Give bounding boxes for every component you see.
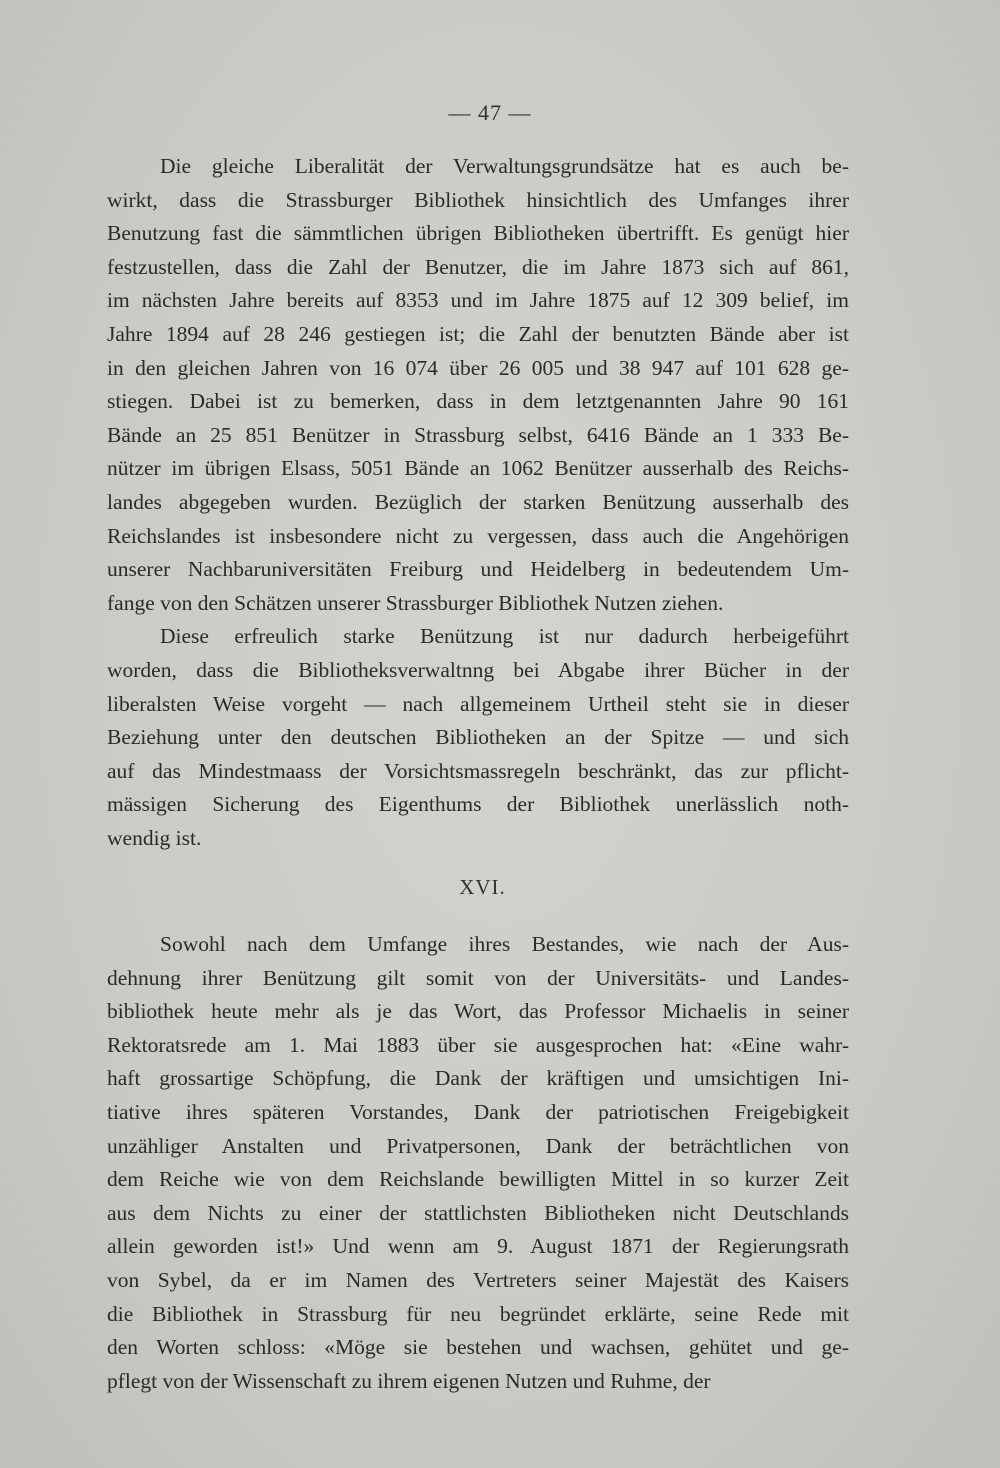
text-line: pflegt von der Wissenschaft zu ihrem eigenen Nutzen und Ruhme, der xyxy=(107,1368,711,1393)
text-line: allein geworden ist!» Und wenn am 9. August 1871 der Regierungsrath xyxy=(107,1234,849,1259)
text-line: festzustellen, dass die Zahl der Benutzer, die im Jahre 1873 sich auf 861, xyxy=(107,254,849,279)
text-line: stiegen. Dabei ist zu bemerken, dass in dem letztgenannten Jahre 90 161 xyxy=(107,389,849,414)
text-line: im nächsten Jahre bereits auf 8353 und im Jahre 1875 auf 12 309 belief, im xyxy=(107,288,849,313)
paragraph xyxy=(107,928,849,1398)
text-line: fange von den Schätzen unserer Strassburger Bibliothek Nutzen ziehen. xyxy=(107,590,724,615)
text-line: Bände an 25 851 Benützer in Strassburg selbst, 6416 Bände an 1 333 Be- xyxy=(107,422,849,447)
text-line: Beziehung unter den deutschen Bibliotheken an der Spitze — und sich xyxy=(107,725,849,750)
text-line: tiative ihres späteren Vorstandes, Dank der patriotischen Freigebigkeit xyxy=(107,1099,849,1124)
text-line: Rektoratsrede am 1. Mai 1883 über sie ausgesprochen hat: «Eine wahr- xyxy=(107,1032,849,1057)
text-line: worden, dass die Bibliotheksverwaltnng bei Abgabe ihrer Bücher in der xyxy=(107,657,849,682)
text-line: liberalsten Weise vorgeht — nach allgemeinem Urtheil steht sie in dieser xyxy=(107,691,849,716)
text-line: Reichslandes ist insbesondere nicht zu vergessen, dass auch die Angehörigen xyxy=(107,523,849,548)
text-line: den Worten schloss: «Möge sie bestehen und wachsen, gehütet und ge- xyxy=(107,1335,849,1360)
text-line: haft grossartige Schöpfung, die Dank der kräftigen und umsichtigen Ini- xyxy=(107,1066,849,1091)
paragraph xyxy=(107,150,849,620)
text-line: unserer Nachbaruniversitäten Freiburg und Heidelberg in bedeutendem Um- xyxy=(107,557,849,582)
text-block-top xyxy=(107,150,849,855)
text-line: bibliothek heute mehr als je das Wort, das Professor Michaelis in seiner xyxy=(107,999,849,1024)
page-number: — 47 — xyxy=(448,100,532,125)
section-heading: XVI. xyxy=(459,875,506,899)
text-line: dem Reiche wie von dem Reichslande bewilligten Mittel in so kurzer Zeit xyxy=(107,1167,849,1192)
text-line: landes abgegeben wurden. Bezüglich der starken Benützung ausserhalb des xyxy=(107,489,849,514)
text-line: dehnung ihrer Benützung gilt somit von der Universitäts- und Landes- xyxy=(107,965,849,990)
text-line: unzähliger Anstalten und Privatpersonen, Dank der beträchtlichen von xyxy=(107,1133,849,1158)
text-block-bottom xyxy=(107,928,849,1398)
text-line: von Sybel, da er im Namen des Vertreters seiner Majestät des Kaisers xyxy=(107,1267,849,1292)
text-line: auf das Mindestmaass der Vorsichtsmassregeln beschränkt, das zur pflicht- xyxy=(107,758,849,783)
text-line: Jahre 1894 auf 28 246 gestiegen ist; die Zahl der benutzten Bände aber ist xyxy=(107,321,849,346)
text-line: Diese erfreulich starke Benützung ist nur dadurch herbeigeführt xyxy=(160,624,849,649)
text-line: Die gleiche Liberalität der Verwaltungsgrundsätze hat es auch be- xyxy=(160,154,849,178)
paragraph xyxy=(107,620,849,855)
text-line: Sowohl nach dem Umfange ihres Bestandes, wie nach der Aus- xyxy=(160,932,849,956)
text-line: wendig ist. xyxy=(107,825,202,850)
text-line: wirkt, dass die Strassburger Bibliothek hinsichtlich des Umfanges ihrer xyxy=(107,187,849,212)
text-line: in den gleichen Jahren von 16 074 über 26 005 und 38 947 auf 101 628 ge- xyxy=(107,355,849,380)
text-line: aus dem Nichts zu einer der stattlichsten Bibliotheken nicht Deutschlands xyxy=(107,1200,849,1225)
text-line: die Bibliothek in Strassburg für neu begründet erklärte, seine Rede mit xyxy=(107,1301,849,1326)
text-line: Benutzung fast die sämmtlichen übrigen Bibliotheken übertrifft. Es genügt hier xyxy=(107,221,849,246)
text-line: nützer im übrigen Elsass, 5051 Bände an 1062 Benützer ausserhalb des Reichs- xyxy=(107,456,849,481)
text-line: mässigen Sicherung des Eigenthums der Bibliothek unerlässlich noth- xyxy=(107,792,849,817)
